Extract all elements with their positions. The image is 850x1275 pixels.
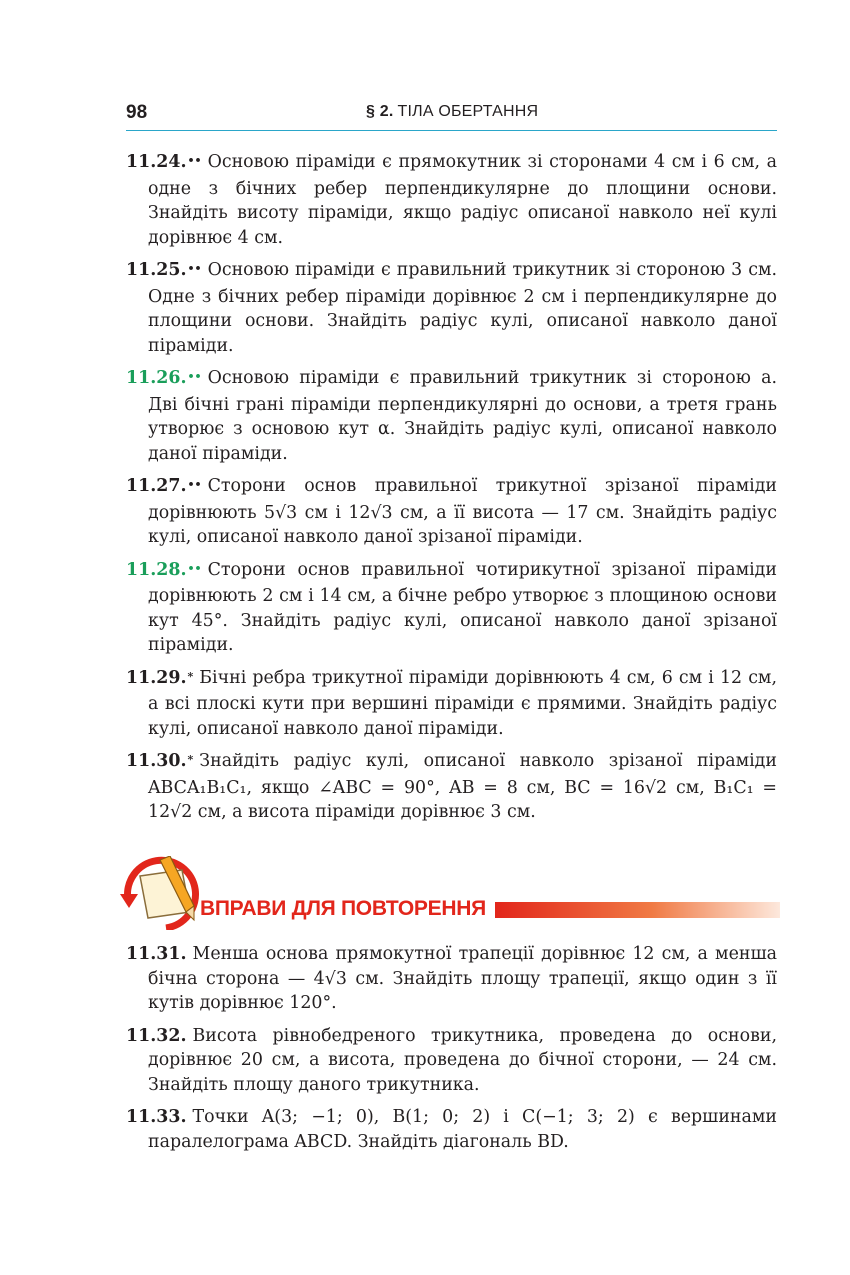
page-header bbox=[126, 100, 777, 131]
problem-text: Точки A(3; −1; 0), B(1; 0; 2) і C(−1; 3; 2) є вершинами паралелограма ABCD. Знайдіть діагональ BD. bbox=[148, 1107, 777, 1152]
problem-number: 11.33. bbox=[126, 1107, 187, 1127]
repetition-title: ВПРАВИ ДЛЯ ПОВТОРЕННЯ bbox=[200, 897, 486, 920]
problem-number: 11.28.•• bbox=[126, 559, 202, 580]
problem-text: Основою піраміди є правильний трикутник зі стороною a. Дві бічні грані піраміди перпендикулярні до основи, а третя грань утворює з основою кут α. Знайдіть радіус кулі, описаної навколо даної піраміди. bbox=[148, 368, 777, 464]
difficulty-mark: •• bbox=[187, 478, 202, 491]
page-number: 98 bbox=[126, 102, 148, 123]
section-heading bbox=[366, 103, 538, 121]
problem-text: Висота рівнобедреного трикутника, проведена до основи, дорівнює 20 см, а висота, проведена до бічної сторони, — 24 см. Знайдіть площу даного трикутника. bbox=[148, 1025, 777, 1095]
problem-number: 11.26.•• bbox=[126, 368, 202, 388]
problem-number: 11.31. bbox=[126, 944, 187, 964]
difficulty-mark: •• bbox=[187, 370, 202, 383]
section-title: ТІЛА ОБЕРТАННЯ bbox=[397, 103, 539, 120]
problem-number: 11.25.•• bbox=[126, 260, 202, 280]
problem-text: Менша основа прямокутної трапеції дорівнює 12 см, а менша бічна сторона — 4√3 см. Знайдіть площу трапеції, якщо один з її кутів дорівнює 120°. bbox=[148, 944, 777, 1013]
problem-number: 11.24.•• bbox=[126, 152, 202, 172]
problem-11-29 bbox=[126, 666, 777, 742]
problem-11-26 bbox=[126, 366, 777, 466]
problem-text: Основою піраміди є правильний трикутник зі стороною 3 см. Одне з бічних ребер піраміди дорівнює 2 см і перпендикулярне до площини основи. Знайдіть радіус кулі, описаної навколо даної піраміди. bbox=[148, 260, 777, 356]
title-gradient-bar bbox=[495, 902, 780, 918]
difficulty-mark: * bbox=[187, 669, 194, 683]
difficulty-mark: •• bbox=[187, 561, 202, 575]
section-mark: § 2. bbox=[366, 103, 394, 120]
problem-text: Сторони основ правильної трикутної зрізаної піраміди дорівнюють 5√3 см і 12√3 см, а її висота — 17 см. Знайдіть радіус кулі, описаної навколо даної зрізаної піраміди. bbox=[148, 476, 777, 547]
problem-11-32 bbox=[126, 1024, 777, 1098]
problem-text: Основою піраміди є прямокутник зі сторонами 4 см і 6 см, а одне з бічних ребер перпендикулярне до площини основи. Знайдіть висоту піраміди, якщо радіус описаної навколо неї кулі дорівнює 4 см. bbox=[148, 152, 777, 248]
problem-number: 11.29.* bbox=[126, 667, 194, 688]
difficulty-mark: •• bbox=[187, 262, 202, 275]
repetition-banner bbox=[120, 856, 780, 930]
problem-11-25 bbox=[126, 258, 777, 358]
pencil-paper-icon bbox=[120, 856, 210, 930]
problem-text: Бічні ребра трикутної піраміди дорівнюють 4 см, 6 см і 12 см, а всі плоскі кути при вершині піраміди є прямими. Знайдіть радіус кулі, описаної навколо даної піраміди. bbox=[148, 667, 777, 739]
problem-11-28 bbox=[126, 558, 777, 658]
problem-number: 11.30.* bbox=[126, 751, 194, 771]
difficulty-mark: •• bbox=[187, 154, 202, 167]
review-problem-list bbox=[126, 942, 777, 1162]
problem-number: 11.32. bbox=[126, 1025, 187, 1046]
problem-11-30 bbox=[126, 749, 777, 825]
problem-number: 11.27.•• bbox=[126, 476, 202, 496]
problem-11-27 bbox=[126, 474, 777, 550]
problem-text: Сторони основ правильної чотирикутної зрізаної піраміди дорівнюють 2 см і 14 см, а бічне ребро утворює з площиною основи кут 45°. Знайдіть радіус кулі, описаної навколо даної зрізаної піраміди. bbox=[148, 559, 777, 655]
difficulty-mark: * bbox=[187, 753, 194, 766]
problem-11-24 bbox=[126, 150, 777, 250]
problem-list bbox=[126, 150, 777, 833]
problem-11-33 bbox=[126, 1105, 777, 1154]
problem-text: Знайдіть радіус кулі, описаної навколо зрізаної піраміди ABCA₁B₁C₁, якщо ∠ABC = 90°, AB = 8 см, BC = 16√2 см, B₁C₁ = 12√2 см, а висота піраміди дорівнює 3 см. bbox=[148, 751, 777, 822]
problem-11-31 bbox=[126, 942, 777, 1016]
